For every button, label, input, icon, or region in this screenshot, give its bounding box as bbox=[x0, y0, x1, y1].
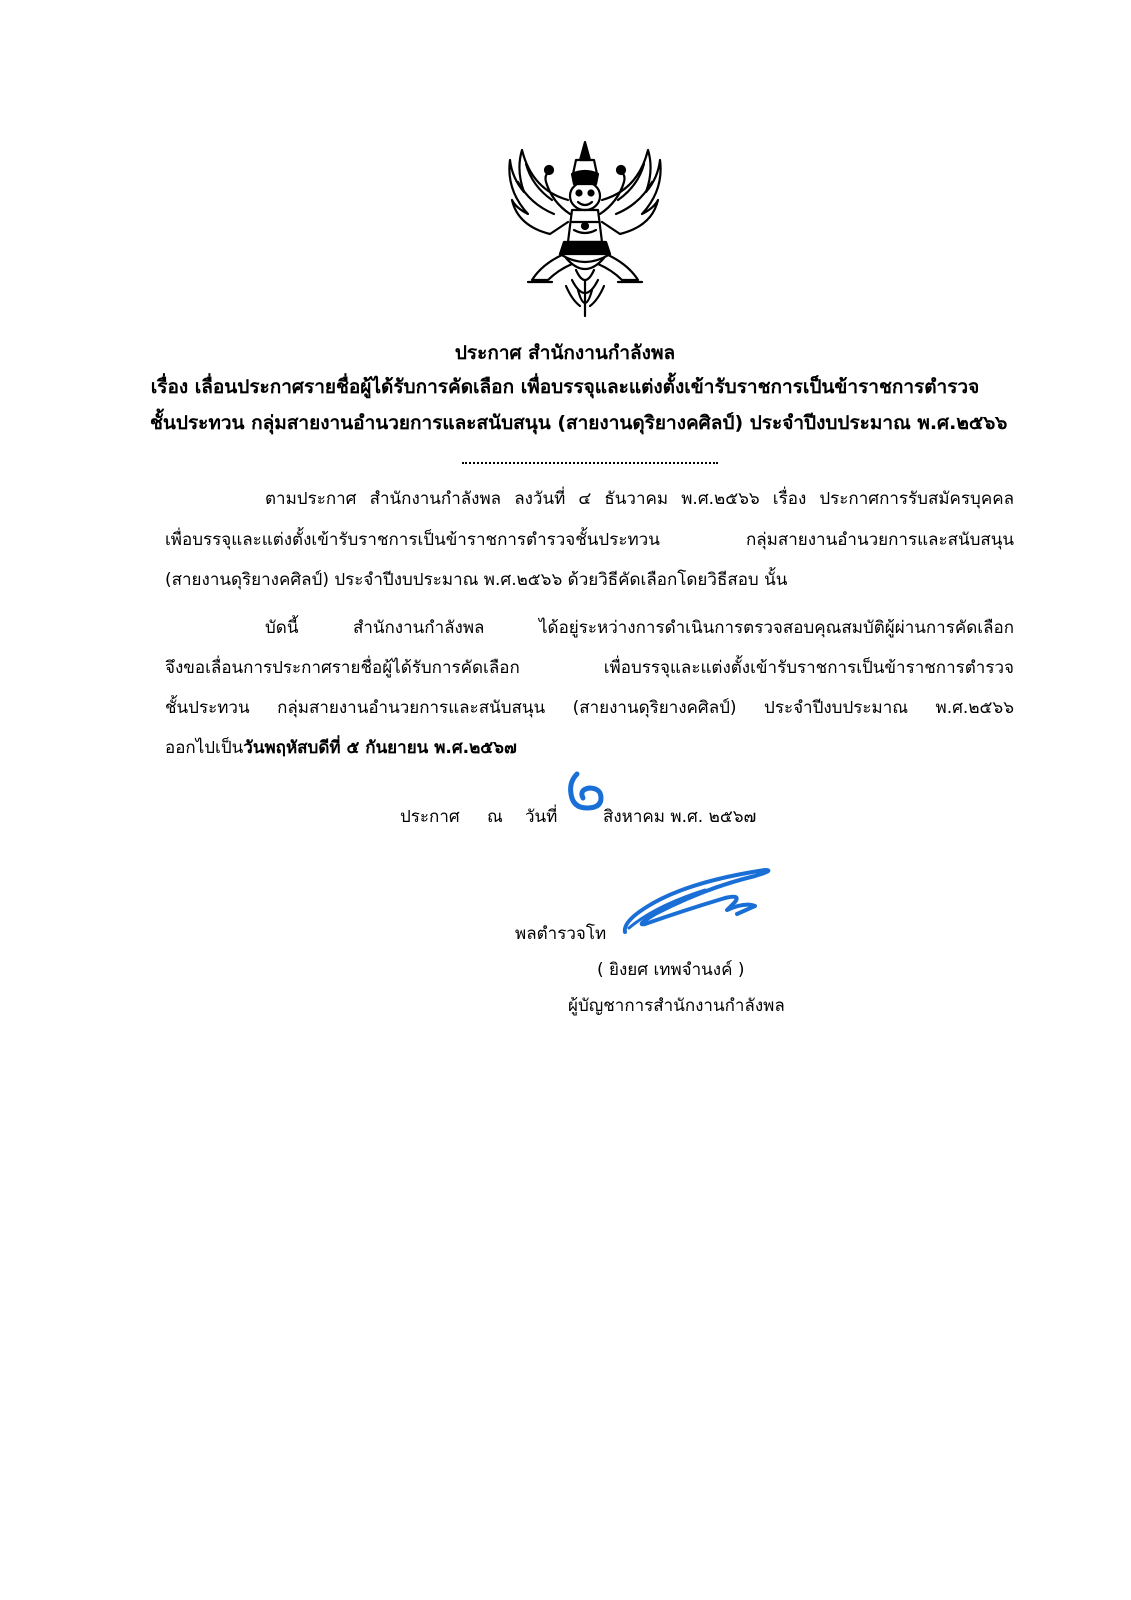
postponed-prefix: ออกไปเป็น bbox=[165, 738, 244, 758]
paragraph-1-line: (สายงานดุริยางคศิลป์) ประจำปีงบประมาณ พ.ศ.๒๕๖๖ ด้วยวิธีคัดเลือกโดยวิธีสอบ นั้น bbox=[165, 570, 788, 590]
date-day-label: วันที่ bbox=[525, 807, 558, 827]
paragraph-2-line: บัดนี้ สำนักงานกำลังพล ได้อยู่ระหว่างการดำเนินการตรวจสอบคุณสมบัติผู้ผ่านการคัดเลือก bbox=[265, 618, 1014, 638]
signatory-rank: พลตำรวจโท bbox=[515, 924, 607, 944]
paragraph-2-line bbox=[165, 736, 517, 760]
handwritten-day-numeral bbox=[563, 768, 609, 816]
date-at: ณ bbox=[487, 807, 503, 827]
subject-line: เรื่อง เลื่อนประกาศรายชื่อผู้ได้รับการคัดเลือก เพื่อบรรจุและแต่งตั้งเข้ารับราชการเป็นข้าราชการตำรวจ bbox=[150, 376, 980, 398]
paragraph-1-line: ตามประกาศ สำนักงานกำลังพล ลงวันที่ ๔ ธันวาคม พ.ศ.๒๕๖๖ เรื่อง ประกาศการรับสมัครบุคคล bbox=[265, 489, 1014, 509]
date-month-year: สิงหาคม พ.ศ. ๒๕๖๗ bbox=[603, 807, 757, 827]
handwritten-signature bbox=[615, 862, 780, 940]
signatory-title: ผู้บัญชาการสำนักงานกำลังพล bbox=[568, 996, 785, 1016]
new-announcement-date: วันพฤหัสบดีที่ ๕ กันยายน พ.ศ.๒๕๖๗ bbox=[243, 738, 517, 758]
dotted-divider bbox=[462, 462, 718, 464]
garuda-emblem-icon bbox=[502, 130, 668, 320]
paragraph-2-line: ชั้นประทวน กลุ่มสายงานอำนวยการและสนับสนุน (สายงานดุริยางคศิลป์) ประจำปีงบประมาณ พ.ศ.๒๕๖๖ bbox=[165, 698, 1014, 718]
subject-line-continued: ชั้นประทวน กลุ่มสายงานอำนวยการและสนับสนุน (สายงานดุริยางคศิลป์) ประจำปีงบประมาณ พ.ศ.๒๕๖๖ bbox=[150, 412, 1008, 434]
signatory-name: ( ยิงยศ เทพจำนงค์ ) bbox=[597, 960, 745, 980]
date-label: ประกาศ bbox=[400, 807, 460, 827]
paragraph-1-line: เพื่อบรรจุและแต่งตั้งเข้ารับราชการเป็นข้าราชการตำรวจชั้นประทวน กลุ่มสายงานอำนวยการและสนับสนุน bbox=[165, 530, 1014, 550]
paragraph-2-line: จึงขอเลื่อนการประกาศรายชื่อผู้ได้รับการคัดเลือก เพื่อบรรจุและแต่งตั้งเข้ารับราชการเป็นข้าราชการตำรวจ bbox=[165, 658, 1014, 678]
announcement-title: ประกาศ สำนักงานกำลังพล bbox=[454, 342, 676, 364]
